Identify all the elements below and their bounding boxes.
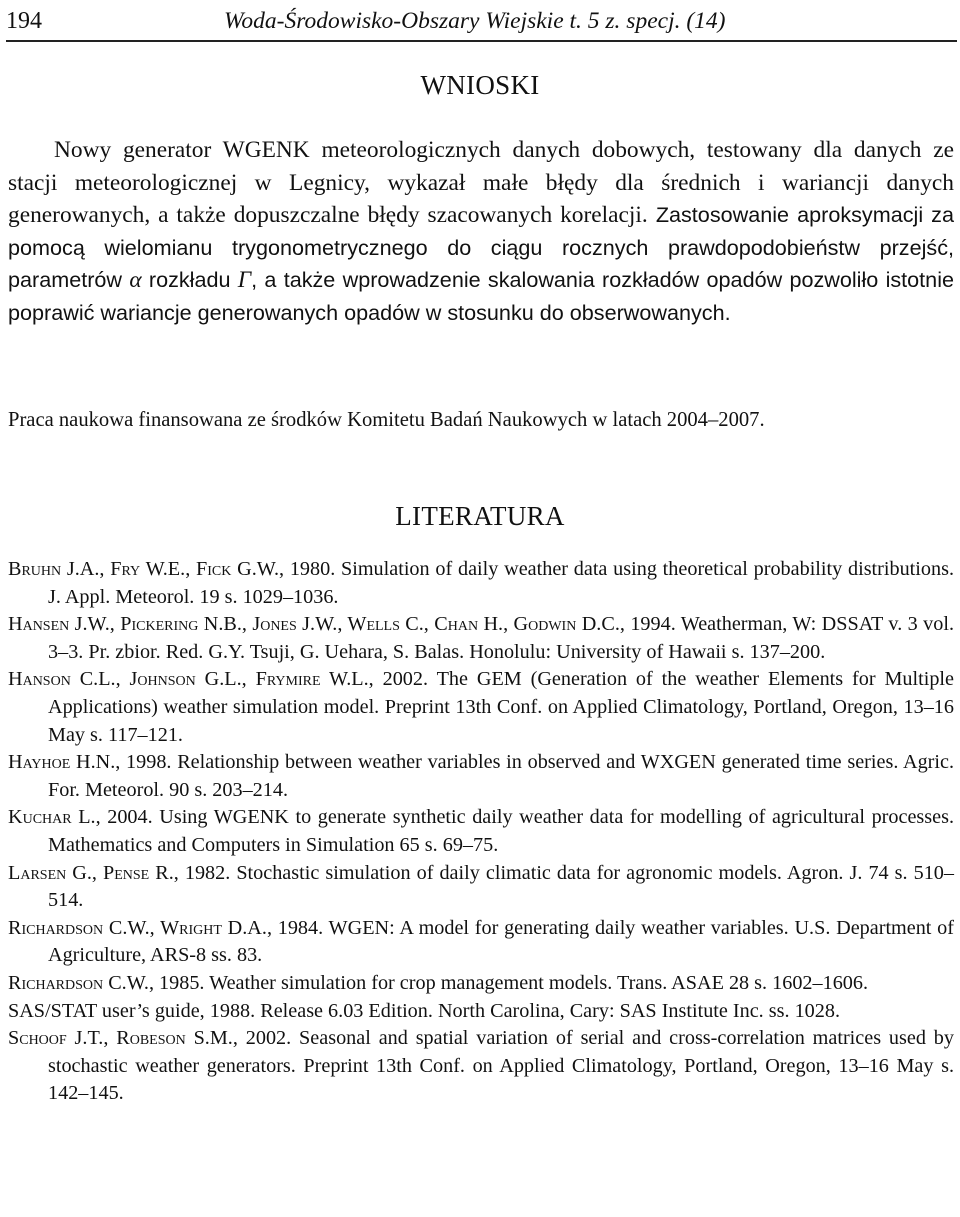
reference-list: [8, 556, 954, 1108]
reference-item: [8, 1025, 954, 1108]
reference-authors: Bruhn J.A., Fry W.E., Fick G.W.: [8, 558, 279, 580]
paragraph-part-3: rozkładu: [141, 267, 238, 292]
reference-item: [8, 749, 954, 804]
reference-details: SAS/STAT user’s guide, 1988. Release 6.03 Edition. North Carolina, Cary: SAS Institute Inc. ss. 1028.: [8, 999, 841, 1022]
reference-item: [8, 666, 954, 749]
reference-item: [8, 804, 954, 859]
reference-authors: Hayhoe H.N.: [8, 751, 116, 774]
reference-details: , 1994. Weatherman, W: DSSAT v. 3 vol. 3–3. Pr. zbior. Red. G.Y. Tsuji, G. Uehara, S. Balas. Honolulu: University of Hawaii s. 137–200.: [48, 613, 954, 663]
reference-authors: Richardson C.W.: [8, 971, 149, 994]
reference-details: , 1985. Weather simulation for crop management models. Trans. ASAE 28 s. 1602–1606.: [148, 971, 869, 994]
reference-authors: Richardson C.W., Wright D.A.: [8, 916, 267, 939]
conclusions-heading: WNIOSKI: [420, 70, 540, 100]
reference-details: , 1982. Stochastic simulation of daily climatic data for agronomic models. Agron. J. 74 s. 510–514.: [48, 861, 954, 912]
reference-authors: Hanson C.L., Johnson G.L., Frymire W.L.: [8, 668, 369, 691]
reference-item: [8, 970, 954, 998]
reference-authors: Kuchar L.: [8, 806, 96, 829]
reference-details: , 2004. Using WGENK to generate synthetic daily weather data for modelling of agricultural processes. Mathematics and Computers in Simulation 65 s. 69–75.: [48, 806, 954, 856]
reference-authors: Schoof J.T., Robeson S.M.: [8, 1027, 233, 1050]
paragraph-part-2: Zastosowanie aproksymacji za pomocą wielomianu trygonometrycznego do ciągu rocznych prawdopodobieństw przejść, parametrów: [8, 202, 954, 292]
reference-details: , 2002. The GEM (Generation of the weather Elements for Multiple Applications) weather simulation model. Preprint 13th Conf. on Applied Climatology, Portland, Oregon, 13–16 May s. 117–121.: [48, 668, 955, 746]
reference-authors: Larsen G., Pense R.: [8, 861, 174, 884]
journal-title: Woda-Środowisko-Obszary Wiejskie t. 5 z. specj. (14): [224, 8, 726, 34]
reference-details: , 2002. Seasonal and spatial variation of serial and cross-correlation matrices used by stochastic weather generators. Preprint 13th Conf. on Applied Climatology, Portland, Oregon, 13–16 May s. 142–145.: [48, 1027, 954, 1105]
funding-note: Praca naukowa finansowana ze środków Komitetu Badań Naukowych w latach 2004–2007.: [8, 409, 765, 431]
reference-details: , 1980. Simulation of daily weather data using theoretical probability distributions. J. Appl. Meteorol. 19 s. 1029–1036.: [48, 558, 954, 608]
gamma-symbol: Γ: [237, 267, 252, 293]
reference-item: [8, 998, 954, 1026]
paragraph-part-1: Nowy generator WGENK meteorologicznych danych dobowych, testowany dla danych ze stacji meteorologicznej w Legnicy, wykazał małe błędy dla średnich i wariancji danych generowanych, a także dopuszczalne błędy szacowanych korelacji.: [8, 137, 954, 228]
reference-details: , 1984. WGEN: A model for generating daily weather variables. U.S. Department of Agriculture, ARS-8 ss. 83.: [48, 916, 954, 967]
literature-heading: LITERATURA: [395, 501, 565, 531]
reference-authors: Hansen J.W., Pickering N.B., Jones J.W., Wells C., Chan H., Godwin D.C.: [8, 613, 620, 636]
paragraph-part-4: , a także wprowadzenie skalowania rozkładów opadów pozwoliło istotnie poprawić wariancje generowanych opadów w stosunku do obserwowanych.: [8, 267, 954, 325]
page-number: 194: [6, 8, 42, 34]
reference-item: [8, 556, 954, 611]
reference-item: [8, 915, 954, 970]
reference-item: [8, 611, 954, 666]
reference-details: , 1998. Relationship between weather variables in observed and WXGEN generated time series. Agric. For. Meteorol. 90 s. 203–214.: [48, 751, 955, 801]
header-rule: [6, 40, 957, 42]
reference-item: [8, 860, 954, 915]
alpha-symbol: α: [129, 267, 142, 293]
conclusions-paragraph: [8, 134, 954, 329]
running-header: [6, 6, 960, 40]
